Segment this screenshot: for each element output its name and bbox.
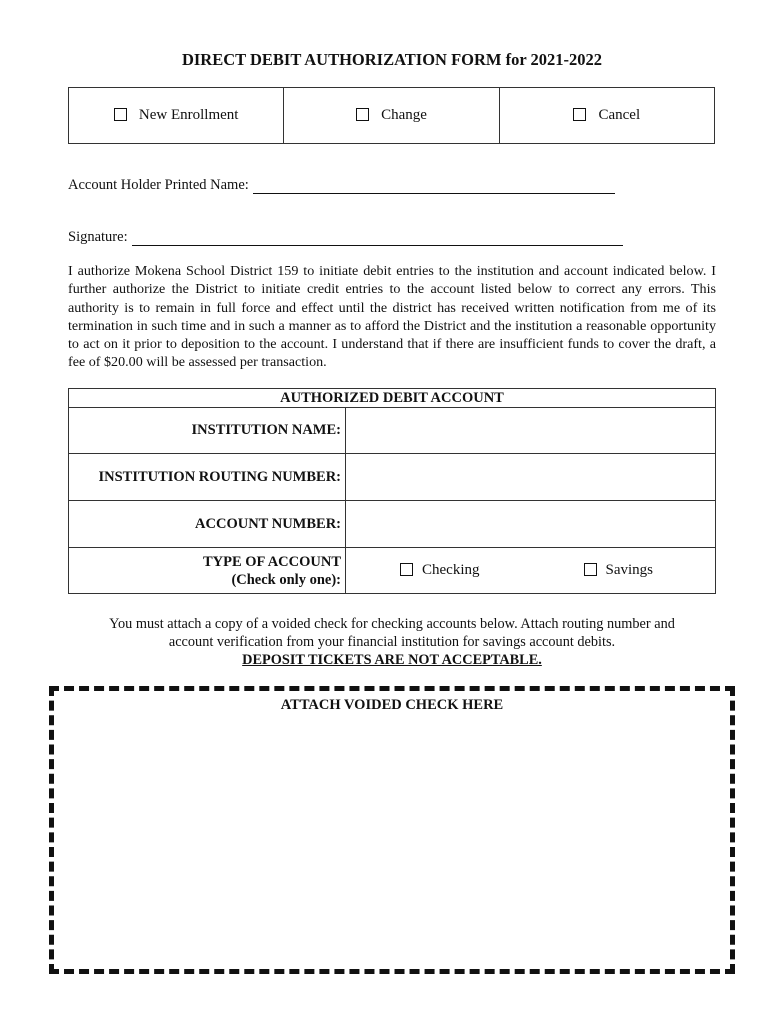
- authorized-debit-account-table: [68, 388, 716, 594]
- instruction-line-2: account verification from your financial institution for savings account debits.: [168, 634, 616, 650]
- option-cancel[interactable]: [500, 88, 714, 143]
- option-new-enrollment[interactable]: [69, 88, 284, 143]
- option-label: Cancel: [598, 107, 641, 123]
- option-change[interactable]: [284, 88, 499, 143]
- account-number-label: ACCOUNT NUMBER:: [69, 501, 346, 548]
- authorization-paragraph: I authorize Mokena School District 159 to initiate debit entries to the institution and account indicated below. I further authorize the District to initiate credit entries to the account listed below to correct any errors. This authority is to remain in full force and effect until the district has received written notification from me of its termination in such time and in such a manner as to afford the District and the institution a reasonable opportunity to act on it prior to deposition to the account. I understand that if there are insufficient funds to cover the draft, a fee of $20.00 will be assessed per transaction.: [68, 263, 716, 371]
- signature-label: Signature:: [68, 229, 128, 245]
- option-label: Change: [381, 107, 427, 123]
- checkbox-icon[interactable]: [584, 563, 597, 576]
- account-type-label-line2: (Check only one):: [231, 571, 341, 588]
- checking-label: Checking: [422, 562, 480, 578]
- routing-number-label: INSTITUTION ROUTING NUMBER:: [69, 454, 346, 501]
- voided-check-attach-area: [49, 686, 735, 974]
- table-heading: AUTHORIZED DEBIT ACCOUNT: [69, 389, 716, 408]
- checkbox-icon[interactable]: [114, 108, 127, 121]
- enrollment-options: [68, 87, 715, 144]
- checkbox-icon[interactable]: [356, 108, 369, 121]
- routing-number-field[interactable]: [346, 454, 716, 501]
- option-checking[interactable]: [400, 562, 480, 579]
- savings-label: Savings: [605, 562, 654, 578]
- institution-name-field[interactable]: [346, 408, 716, 454]
- checkbox-icon[interactable]: [573, 108, 586, 121]
- account-holder-line[interactable]: [253, 179, 615, 194]
- option-label: New Enrollment: [138, 107, 239, 123]
- account-type-label-line1: TYPE OF ACCOUNT: [202, 553, 341, 570]
- account-holder-field: [68, 177, 615, 194]
- account-type-options: [346, 548, 716, 594]
- signature-field: [68, 229, 623, 246]
- institution-name-label: INSTITUTION NAME:: [69, 408, 346, 454]
- checkbox-icon[interactable]: [400, 563, 413, 576]
- instruction-line-1: You must attach a copy of a voided check for checking accounts below. Attach routing number and: [109, 616, 675, 632]
- signature-line[interactable]: [132, 231, 623, 246]
- deposit-tickets-warning: DEPOSIT TICKETS ARE NOT ACCEPTABLE.: [242, 652, 542, 668]
- form-title: DIRECT DEBIT AUTHORIZATION FORM for 2021-2022: [181, 50, 603, 69]
- option-savings[interactable]: [584, 562, 654, 579]
- attach-check-label: ATTACH VOIDED CHECK HERE: [280, 697, 504, 713]
- account-number-field[interactable]: [346, 501, 716, 548]
- attachment-instructions: [0, 615, 770, 669]
- account-holder-label: Account Holder Printed Name:: [68, 177, 249, 193]
- account-type-label: [69, 548, 346, 594]
